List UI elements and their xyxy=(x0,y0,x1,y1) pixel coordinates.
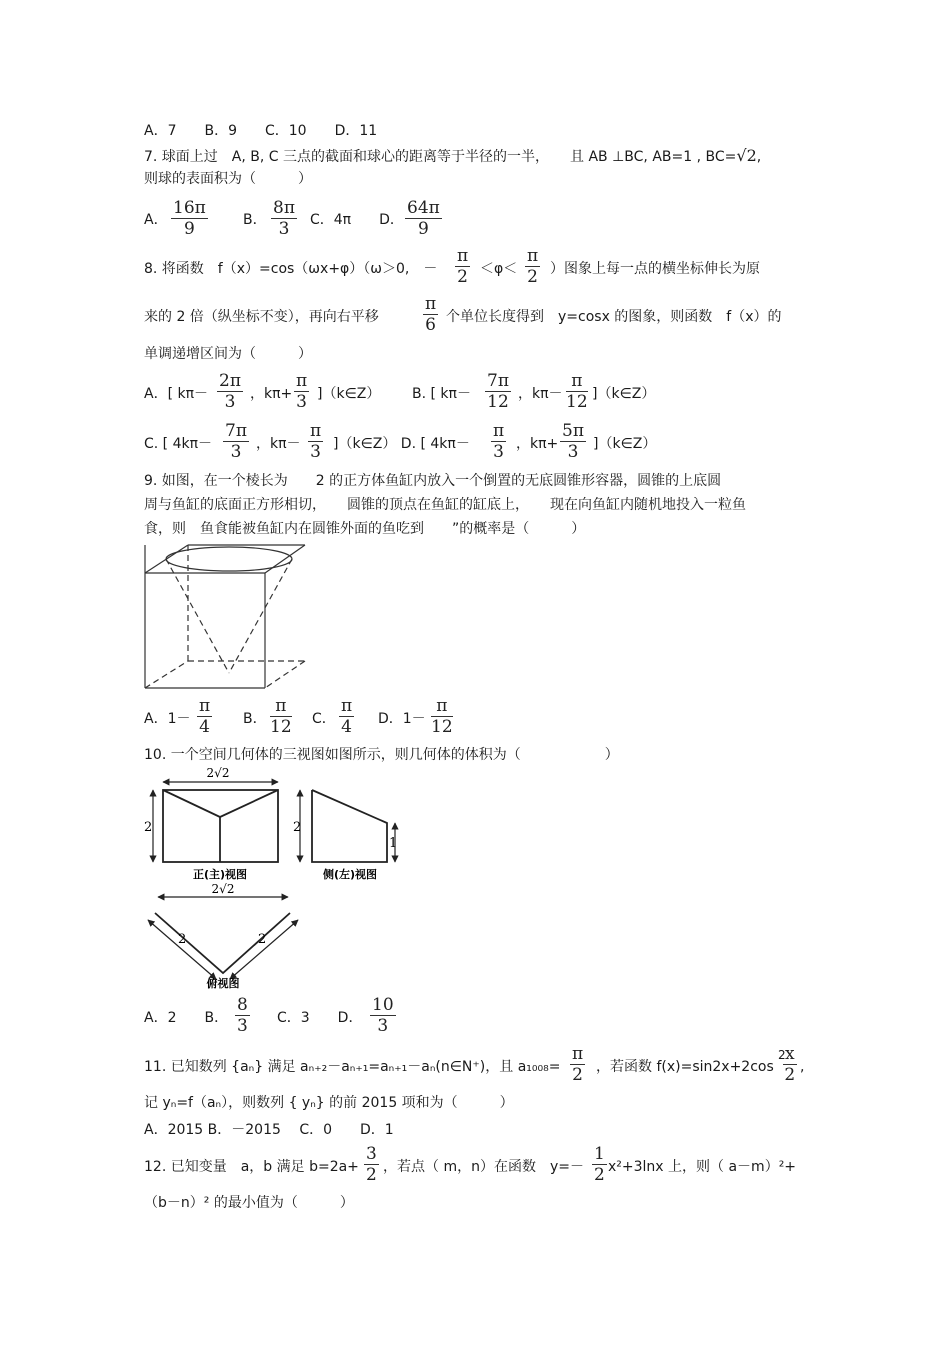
q8-frac-1 xyxy=(455,246,470,287)
front-height-label: 2 xyxy=(144,820,153,835)
q11-options: A．2015 B．－2015 C．0 D．1 xyxy=(144,1122,394,1138)
q11-line2: 记 yₙ=f（aₙ），则数列 { yₙ} 的前 2015 项和为（ ） xyxy=(144,1095,514,1111)
q10-frac-d xyxy=(370,995,396,1036)
q8-b-f1d: 12 xyxy=(487,392,509,412)
three-view-figure xyxy=(140,765,410,990)
q7-frac-b xyxy=(271,198,297,239)
q6-options: A．7 B．9 C．10 D．11 xyxy=(144,123,378,139)
q10-line1: 10. 一个空间几何体的三视图如图所示，则几何体的体积为（ ） xyxy=(144,747,619,763)
q8-c-pre: C. [ 4kπ－ xyxy=(144,436,213,452)
q8-d-frac2 xyxy=(560,421,586,462)
q8-a-frac1 xyxy=(217,371,243,412)
q7-sqrt2: √2 xyxy=(736,146,757,165)
q7-frac-d xyxy=(405,198,442,239)
q7-b-den: 3 xyxy=(278,219,290,239)
top-width-label: 2√2 xyxy=(211,882,235,896)
q8-c-mid: ，kπ－ xyxy=(256,436,301,452)
q8-f3-den: 6 xyxy=(425,315,436,335)
q8-frac-3 xyxy=(423,294,438,335)
q7-text: 7. 球面上过 A, B, C 三点的截面和球心的距离等于半径的一半， 且 AB ⊥BC, AB=1 , BC= xyxy=(144,149,737,165)
q12-f1-den: 2 xyxy=(366,1165,377,1185)
q10-opt-cd: C．3 D． xyxy=(277,1010,363,1026)
q11-line1b: ，若函数 f(x)=sin2x+2cos xyxy=(596,1059,774,1075)
q9-a-frac xyxy=(197,696,212,737)
q7-line1 xyxy=(144,147,761,166)
q8-d-f1n: π xyxy=(493,421,505,441)
q10-d-num: 10 xyxy=(372,995,394,1015)
q11-line1c: , xyxy=(800,1059,805,1075)
top-caption: 俯视图 xyxy=(206,977,240,990)
q8-f3-num: π xyxy=(425,294,437,314)
q8-d-f2n: 5π xyxy=(562,421,584,441)
q8-a-f1d: 3 xyxy=(224,392,236,412)
q8-a-f1n: 2π xyxy=(219,371,241,391)
q12-frac-2 xyxy=(592,1144,607,1185)
q8-line2b: 个单位长度得到 y=cosx 的图象，则函数 f（x）的 xyxy=(446,309,782,325)
q8-c-frac2 xyxy=(308,421,323,462)
q9-c-pre: C． xyxy=(312,711,336,727)
q12-f2-num: 1 xyxy=(594,1144,605,1164)
q8-b-f2n: π xyxy=(566,371,588,392)
q9-b-pre: B． xyxy=(243,711,267,727)
q12-frac-1 xyxy=(364,1144,379,1185)
q11-f2-num: x xyxy=(785,1044,795,1064)
q9-c-num: π xyxy=(341,696,353,716)
q8-f1-den: 2 xyxy=(457,267,468,287)
side-caption: 侧(左)视图 xyxy=(322,868,378,881)
q7-a-den: 9 xyxy=(183,219,195,239)
q8-c-f1d: 3 xyxy=(230,442,242,462)
q7-comma: , xyxy=(756,149,762,165)
q8-d-mid: ，kπ+ xyxy=(516,436,559,452)
q11-f1-num: π xyxy=(572,1044,584,1064)
q11-f1-den: 2 xyxy=(572,1065,583,1085)
q8-b-frac2 xyxy=(566,371,588,412)
q12-line2: （b－n）² 的最小值为（ ） xyxy=(144,1195,354,1211)
q8-line1b: ＜φ＜ xyxy=(480,261,518,277)
q8-f2-den: 2 xyxy=(527,267,538,287)
front-caption: 正(主)视图 xyxy=(192,868,248,881)
q9-b-num: π xyxy=(270,696,292,717)
q8-a-f2d: 3 xyxy=(296,392,307,412)
q11-frac-1 xyxy=(570,1044,585,1085)
q11-sup: 2 xyxy=(778,1048,786,1062)
q7-d-den: 9 xyxy=(417,219,429,239)
q9-d-den: 12 xyxy=(431,717,453,737)
q10-d-den: 3 xyxy=(377,1016,389,1036)
q9-d-num: π xyxy=(431,696,453,717)
q9-a-den: 4 xyxy=(199,717,210,737)
q8-d-frac1 xyxy=(491,421,506,462)
q8-frac-2 xyxy=(525,246,540,287)
q10-b-den: 3 xyxy=(237,1016,248,1036)
q7-b-num: 8π xyxy=(273,198,295,218)
q12-f1-num: 3 xyxy=(366,1144,377,1164)
q7-a-num: 16π xyxy=(173,198,206,218)
q9-c-den: 4 xyxy=(341,717,352,737)
q8-d-f1d: 3 xyxy=(493,442,504,462)
q8-line1c: ）图象上每一点的横坐标伸长为原 xyxy=(550,261,760,277)
side-short-label: 1 xyxy=(389,836,398,851)
q8-b-pre: B. [ kπ－ xyxy=(412,386,471,402)
q7-line2: 则球的表面积为（ ） xyxy=(144,171,312,187)
q12-line1c: x²+3lnx 上，则（ a－m）²+ xyxy=(608,1159,797,1175)
q8-c-f1n: 7π xyxy=(225,421,247,441)
q9-line1: 9. 如图，在一个棱长为 2 的正方体鱼缸内放入一个倒置的无底圆锥形容器，圆锥的上底圆 xyxy=(144,473,722,489)
q7-d-num: 64π xyxy=(407,198,440,218)
q9-a-num: π xyxy=(199,696,211,716)
q10-opt-ab: A．2 B． xyxy=(144,1010,229,1026)
top-right-label: 2 xyxy=(258,932,267,947)
q12-f2-den: 2 xyxy=(594,1165,605,1185)
q8-line1a: 8. 将函数 f（x）=cos（ωx+φ）（ω＞0, － xyxy=(144,261,438,277)
q8-b-frac1 xyxy=(485,371,511,412)
q8-c-frac1 xyxy=(223,421,249,462)
q8-b-post: ]（k∈Z） xyxy=(592,386,656,402)
q8-c-f2n: π xyxy=(310,421,322,441)
q9-d-pre: D．1－ xyxy=(378,711,426,727)
q12-line1b: ，若点（ m，n）在函数 y=－ xyxy=(383,1159,584,1175)
q11-f2-den: 2 xyxy=(784,1065,796,1085)
q7-opt-b-label: B． xyxy=(243,212,267,228)
top-left-label: 2 xyxy=(178,932,187,947)
q9-c-frac xyxy=(339,696,354,737)
q9-line3: 食，则 鱼食能被鱼缸内在圆锥外面的鱼吃到 ”的概率是（ ） xyxy=(144,521,586,537)
q8-line2a: 来的 2 倍（纵坐标不变），再向右平移 xyxy=(144,309,379,325)
q9-b-frac xyxy=(270,696,292,737)
q8-a-mid: ，kπ+ xyxy=(250,386,293,402)
q8-d-f2d: 3 xyxy=(567,442,579,462)
q8-f2-num: π xyxy=(527,246,539,266)
q11-frac-2 xyxy=(783,1044,797,1085)
side-height-label: 2 xyxy=(293,820,302,835)
q7-opt-a-label: A． xyxy=(144,212,168,228)
q9-d-frac xyxy=(431,696,453,737)
q7-frac-a xyxy=(171,198,208,239)
q9-line2: 周与鱼缸的底面正方形相切， 圆锥的顶点在鱼缸的缸底上， 现在向鱼缸内随机地投入一粒鱼 xyxy=(144,497,746,513)
q11-line1a: 11. 已知数列 {aₙ} 满足 aₙ₊₂－aₙ₊₁=aₙ₊₁－aₙ(n∈N⁺)，且 a₁₀₀₈= xyxy=(144,1059,561,1075)
q8-a-pre: A．[ kπ－ xyxy=(144,386,209,402)
q8-b-mid: ，kπ－ xyxy=(518,386,563,402)
q8-c-f2d: 3 xyxy=(310,442,321,462)
q8-a-frac2 xyxy=(294,371,309,412)
q8-b-f2d: 12 xyxy=(566,392,588,412)
front-width-label: 2√2 xyxy=(206,766,230,780)
q8-line3: 单调递增区间为（ ） xyxy=(144,346,312,362)
q9-b-den: 12 xyxy=(270,717,292,737)
q9-a-pre: A．1－ xyxy=(144,711,191,727)
q12-line1a: 12. 已知变量 a，b 满足 b=2a+ xyxy=(144,1159,359,1175)
q8-c-post: ]（k∈Z） D. [ 4kπ－ xyxy=(333,436,470,452)
q8-d-post: ]（k∈Z） xyxy=(593,436,657,452)
q8-b-f1n: 7π xyxy=(487,371,509,391)
q7-opt-cd: C．4π D． xyxy=(310,212,404,228)
q10-frac-b xyxy=(235,995,250,1036)
q8-a-post: ]（k∈Z） xyxy=(317,386,381,402)
q8-f1-num: π xyxy=(457,246,469,266)
q8-a-f2n: π xyxy=(296,371,308,391)
cube-cone-figure xyxy=(140,543,410,693)
q10-b-num: 8 xyxy=(237,995,248,1015)
